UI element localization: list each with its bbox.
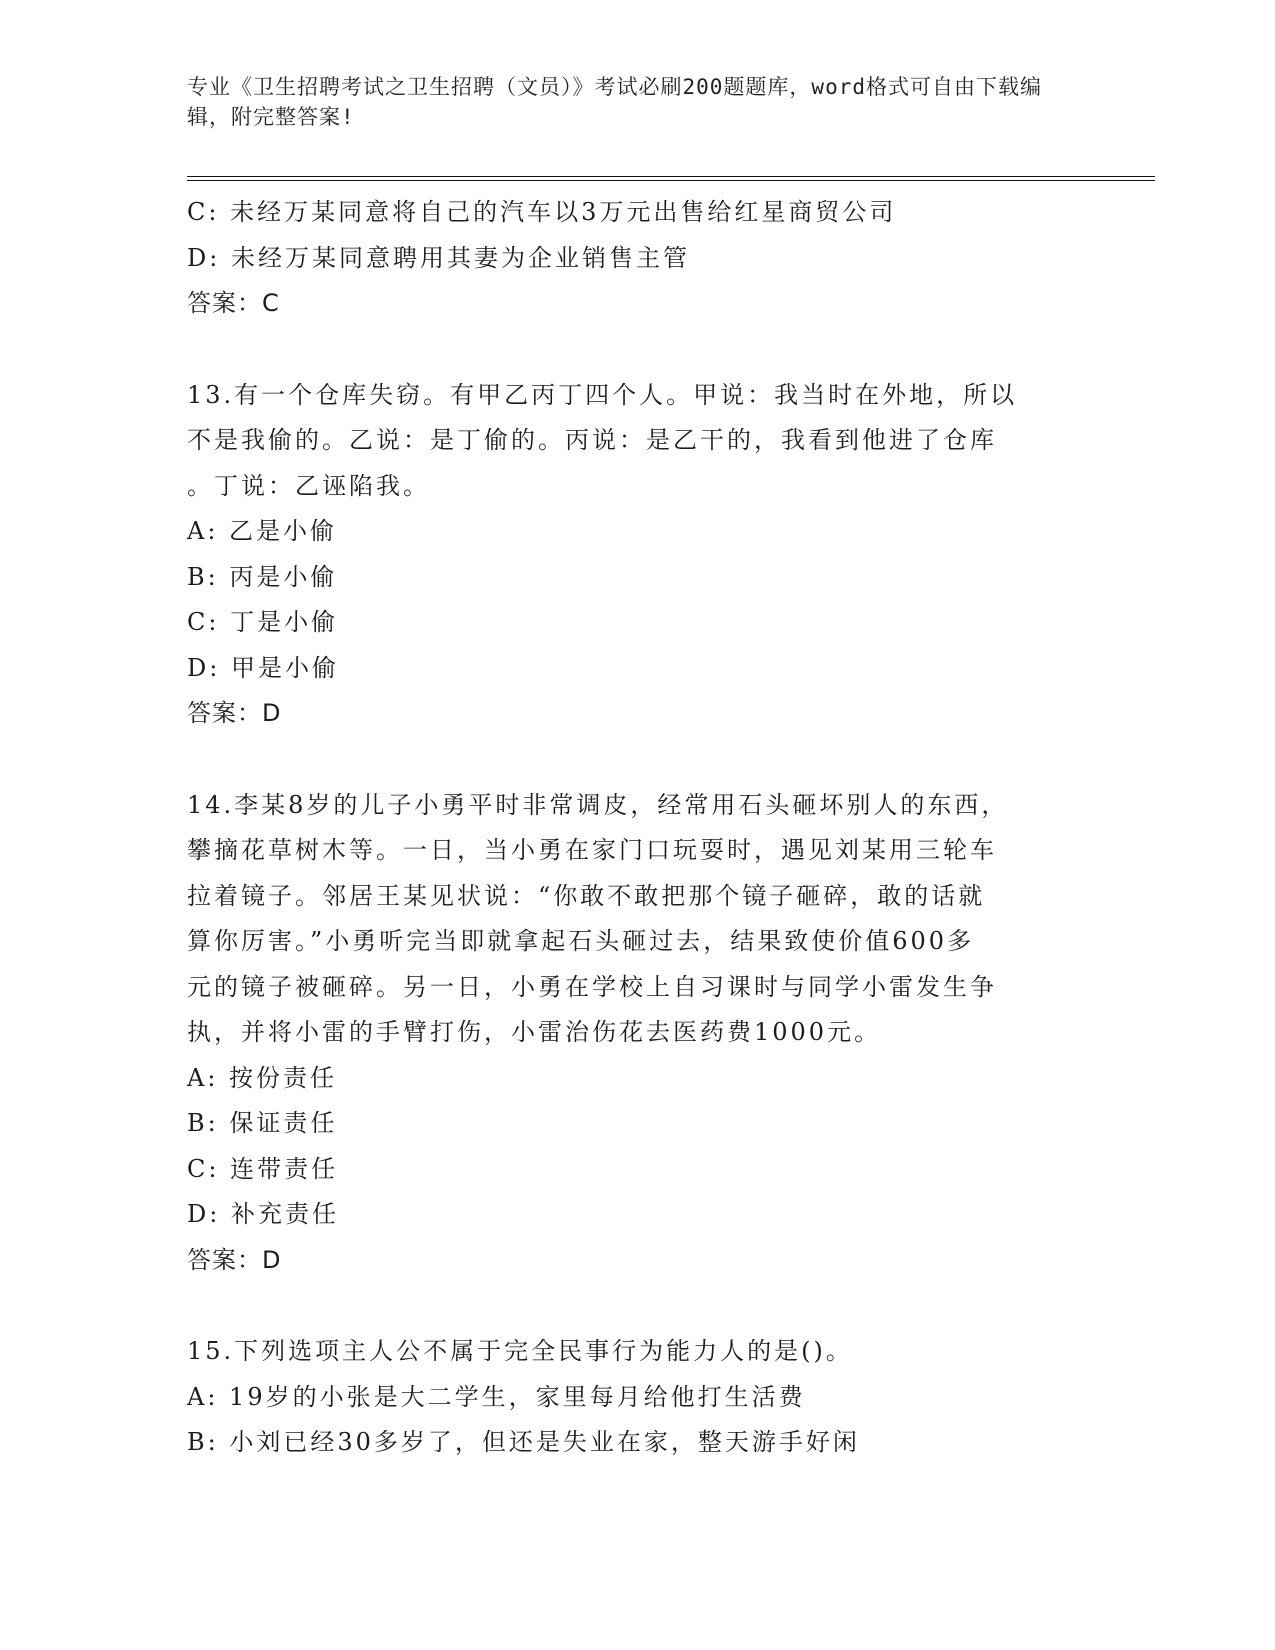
question-stem-line: 拉着镜子。邻居王某见状说：“你敢不敢把那个镜子砸碎，敢的话就 — [187, 881, 986, 910]
header-title: 专业《卫生招聘考试之卫生招聘（文员）》考试必刷200题题库，word格式可自由下载编辑，附完整答案! — [187, 75, 1042, 129]
answer-line: 答案：D — [187, 1245, 282, 1274]
option-b: B: 丙是小偷 — [187, 562, 338, 591]
question-14 — [187, 783, 1067, 1284]
spacer — [187, 1283, 1067, 1329]
spacer — [187, 737, 1067, 783]
question-stem-line: 14.李某8岁的儿子小勇平时非常调皮，经常用石头砸坏别人的东西， — [187, 790, 1009, 819]
spacer — [187, 327, 1067, 373]
question-15 — [187, 1329, 1067, 1466]
question-stem-line: 13.有一个仓库失窃。有甲乙丙丁四个人。甲说：我当时在外地，所以 — [187, 380, 1018, 409]
option-b: B: 小刘已经30多岁了，但还是失业在家，整天游手好闲 — [187, 1428, 860, 1456]
answer-line: 答案：D — [187, 699, 282, 727]
question-stem-line: 15.下列选项主人公不属于完全民事行为能力人的是()。 — [187, 1337, 853, 1365]
question-13 — [187, 373, 1067, 737]
question-stem-line: 不是我偷的。乙说：是丁偷的。丙说：是乙干的，我看到他进了仓库 — [187, 426, 997, 454]
option-c: C: 连带责任 — [187, 1154, 339, 1183]
question-stem-line: 元的镜子被砸碎。另一日，小勇在学校上自习课时与同学小雷发生争 — [187, 972, 997, 1001]
header-divider — [187, 176, 1155, 181]
option-b: B: 保证责任 — [187, 1109, 338, 1137]
question-stem-line: 。丁说：乙诬陷我。 — [187, 471, 430, 500]
question-stem-line: 执，并将小雷的手臂打伤，小雷治伤花去医药费1000元。 — [187, 1018, 882, 1046]
option-d: D: 补充责任 — [187, 1200, 339, 1228]
question-stem-line: 攀摘花草树木等。一日，当小勇在家门口玩耍时，遇见刘某用三轮车 — [187, 836, 997, 864]
option-d: D: 未经万某同意聘用其妻为企业销售主管 — [187, 243, 690, 272]
option-c: C: 丁是小偷 — [187, 608, 339, 636]
answer-line: 答案：C — [187, 289, 280, 317]
option-c: C: 未经万某同意将自己的汽车以3万元出售给红星商贸公司 — [187, 198, 897, 226]
question-stem-line: 算你厉害。”小勇听完当即就拿起石头砸过去，结果致使价值600多 — [187, 927, 975, 955]
prev-question — [187, 190, 1067, 327]
option-a: A: 按份责任 — [187, 1063, 338, 1092]
option-a: A: 19岁的小张是大二学生，家里每月给他打生活费 — [187, 1382, 806, 1411]
document-header — [187, 72, 1067, 132]
option-a: A: 乙是小偷 — [187, 517, 338, 545]
option-d: D: 甲是小偷 — [187, 653, 339, 682]
question-content — [187, 190, 1067, 1466]
